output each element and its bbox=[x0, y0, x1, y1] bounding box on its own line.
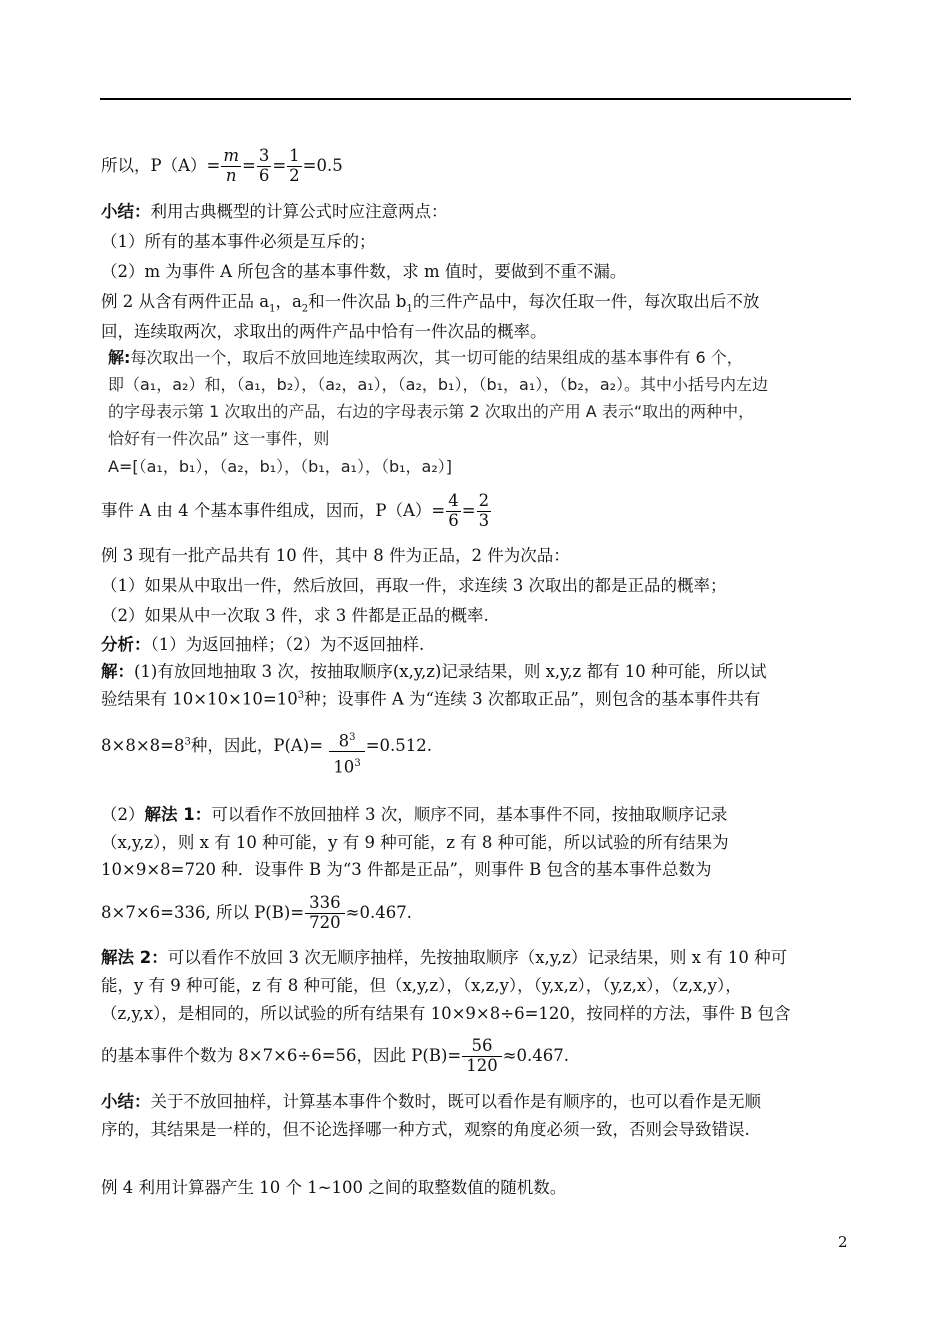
solution-3-2-line-4: 8×7×6=336, 所以 P(B)= $\frac{336}{720}$ ≈0.467. bbox=[101, 893, 412, 932]
page-number: 2 bbox=[838, 1233, 848, 1251]
solution-3-2-line-3: 10×9×8=720 种．设事件 B 为“3 件都是正品”，则事件 B 包含的基本事件总数为 bbox=[101, 860, 712, 879]
fraction-1-2: $\frac{1}{2}$ bbox=[289, 146, 300, 185]
fraction-8cubed-10cubed: $\frac{8^3}{10^3}$ bbox=[329, 732, 364, 778]
fraction-3-6: $\frac{3}{6}$ bbox=[258, 146, 270, 185]
method-2-line-4: 的基本事件个数为 8×7×6÷6=56，因此 P(B)= $\frac{56}{120}$ ≈0.467. bbox=[101, 1036, 570, 1075]
summary-1: 小结：利用古典概型的计算公式时应注意两点： bbox=[101, 202, 448, 221]
summary-2-line-2: 序的，其结果是一样的，但不论选择哪一种方式，观察的角度必须一致，否则会导致错误. bbox=[101, 1120, 750, 1139]
solution-3-2-line-2: （x,y,z），则 x 有 10 种可能，y 有 9 种可能，z 有 8 种可能，所以试验的所有结果为 bbox=[101, 833, 729, 852]
example-3-line-1: 例 3 现有一批产品共有 10 件，其中 8 件为正品，2 件为次品： bbox=[101, 546, 570, 565]
analysis-line: 分析：（1）为返回抽样；（2）为不返回抽样. bbox=[101, 635, 425, 654]
solution-scan-line-5: A=[（a₁，b₁），（a₂，b₁），（b₁，a₁），（b₁，a₂）] bbox=[108, 457, 452, 476]
method-2-line-3: （z,y,x），是相同的，所以试验的所有结果有 10×9×8÷6=120，按同样的方法，事件 B 包含 bbox=[101, 1004, 791, 1023]
solution-3-line-3: $8\times 8\times 8=8^3$种，因此，P(A)= $\frac{8^3}{10^3}$ =0.512. bbox=[101, 731, 432, 777]
fraction-2-3: $\frac{2}{3}$ bbox=[478, 491, 490, 530]
example-4-line: 例 4 利用计算器产生 10 个 1~100 之间的取整数值的随机数。 bbox=[101, 1178, 567, 1197]
example-2-line-2: 回，连续取两次，求取出的两件产品中恰有一件次品的概率。 bbox=[101, 322, 547, 341]
fraction-56-120: $\frac{56}{120}$ bbox=[462, 1037, 502, 1076]
summary-2-line-1: 小结：关于不放回抽样，计算基本事件个数时，既可以看作是有顺序的，也可以看作是无顺 bbox=[101, 1092, 761, 1111]
solution-scan-line-4: 恰好有一件次品” 这一事件，则 bbox=[108, 429, 330, 448]
summary-point-2: （2）m 为事件 A 所包含的基本事件数，求 m 值时，要做到不重不漏。 bbox=[101, 262, 627, 281]
method-2-line-2: 能，y 有 9 种可能，z 有 8 种可能，但（x,y,z），（x,z,y），（y,x,z），（y,z,x），（z,x,y）， bbox=[101, 976, 742, 995]
fraction-4-6: $\frac{4}{6}$ bbox=[448, 491, 459, 530]
solution-3-line-2: 验结果有 $10\times 10\times 10=10^3$种；设事件 A 为“连续 3 次都取正品”，则包含的基本事件共有 bbox=[101, 689, 761, 709]
example-2-line-1: 例 2 从含有两件正品 $a_1$，$a_2$和一件次品 $b_1$的三件产品中，每次任取一件，每次取出后不放 bbox=[101, 292, 760, 315]
header-rule bbox=[100, 98, 851, 100]
fraction-336-720: $\frac{336}{720}$ bbox=[305, 894, 345, 933]
example-3-question-1: （1）如果从中取出一件，然后放回，再取一件，求连续 3 次取出的都是正品的概率； bbox=[101, 576, 727, 595]
solution-scan-line-1: 解:每次取出一个，取后不放回地连续取两次，其一切可能的结果组成的基本事件有 6 个， bbox=[108, 348, 743, 367]
solution-scan-line-3: 的字母表示第 1 次取出的产品，右边的字母表示第 2 次取出的产用 A 表示“取出的两种中， bbox=[108, 402, 755, 421]
solution-scan-line-2: 即（a₁，a₂）和，（a₁，b₂），（a₂，a₁），（a₂，b₁），（b₁，a₁），（b₂，a₂）。其中小括号内左边 bbox=[108, 375, 769, 394]
line-probability-result: 所以，P（A）= $\frac{m}{n}$ = $\frac{3}{6}$ = $\frac{1}{2}$ =0.5 bbox=[101, 146, 343, 185]
fraction-m-n: $\frac{m}{n}$ bbox=[223, 146, 239, 185]
line-event-a: 事件 A 由 4 个基本事件组成，因而，P（A）= $\frac{4}{6}$ = $\frac{2}{3}$ bbox=[101, 491, 490, 530]
summary-point-1: （1）所有的基本事件必须是互斥的； bbox=[101, 232, 376, 251]
solution-3-line-1: 解：(1)有放回地抽取 3 次，按抽取顺序(x,y,z)记录结果，则 x,y,z 都有 10 种可能，所以试 bbox=[101, 662, 767, 681]
example-3-question-2: （2）如果从中一次取 3 件，求 3 件都是正品的概率. bbox=[101, 606, 489, 625]
solution-3-2-line-1: （2）解法 1：可以看作不放回抽样 3 次，顺序不同，基本事件不同，按抽取顺序记录 bbox=[101, 805, 728, 824]
method-2-line-1: 解法 2：可以看作不放回 3 次无顺序抽样，先按抽取顺序（x,y,z）记录结果，则 x 有 10 种可 bbox=[101, 948, 788, 967]
